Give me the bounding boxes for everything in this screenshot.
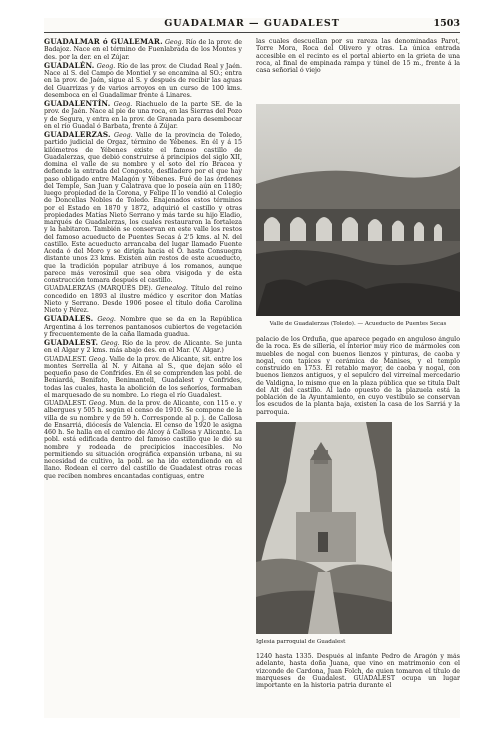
headword: GUADALEST. [44,400,87,407]
running-title: GUADALMAR — GUADALEST [164,18,340,29]
entry-guadalest-river [44,339,242,355]
entry-guadalerzas-marques [44,285,242,314]
headword: GUADALERZAS (MARQUÉS DE). [44,285,153,293]
right-text-middle: palacio de los Orduña, que aparece pegado en anguloso ángulo de la roca. Es de sillería, el interior muy rico de mármoles con muebles de nogal con buenos lienzos y pinturas, de caoba y nogal, con tapices y cerámica de Manises, y el templo construido en 1753. El retablo mayor, de caoba y nogal, con buenos lienzos antiguos, y el sepulcro del virreinal mercedario de Valdigna, lo mismo que en la plaza pública que se titula Dalt del Alt del castillo. Al lado opuesto de la plazuela está la población de la Ayuntamiento, en cuyo vestíbulo se conservan los escudos de la planta baja, existen la casa de los Sarriá y la parroquia. [256,336,460,416]
right-column-middle [256,336,460,418]
headword: GUADALEST. [44,338,99,347]
category: Geog. [88,400,108,407]
category: Geog. [114,132,133,139]
running-header [44,18,460,33]
entry-guadalen [44,62,242,99]
entry-text: Nombre que se da en la República Argentina á los terrenos pantanosos cubiertos de vegetación y frecuentemente de la caña llamada guadua. [44,316,242,338]
page-number: 1503 [433,18,460,29]
headword: GUADALERZAS. [44,130,111,139]
headword: GUADALENTÍN. [44,99,111,108]
entry-guadales [44,315,242,338]
church-photo [256,422,392,634]
entry-guadalmar [44,38,242,61]
category: Genealog. [155,285,188,293]
caption-church: Iglesia parroquial de Guadalest [256,639,346,645]
entry-guadalest-municipality [44,400,242,480]
church-illustration [256,422,392,634]
headword: GUADALES. [44,314,94,324]
headword: GUADALEST. [44,355,87,363]
category: Geog. [88,355,108,363]
aqueduct-illustration [256,104,460,316]
caption-aqueduct: Valle de Guadalerzas (Toledo). — Acueducto de Puentes Secas [269,321,447,327]
entry-text: Riachuelo de la parte SE. de la prov. de Jaén. Nace al pie de una roca, en las Sierras del Pozo y de Segura, y entra en la prov. de Granada para desembocar en el río Guadal ó Barbata, frente á Zújar. [44,101,242,130]
left-column [44,38,242,718]
aqueduct-photo [256,104,460,316]
category: Geog. [113,101,133,108]
category: Geog. [164,39,184,46]
category: Geog. [97,316,116,324]
headword: GUADALÉN. [44,60,95,70]
entry-text: Valle de la prov. de Alicante, sit. entre los montes Serrella al N. y Aitana al S., que dejan sólo el pequeño paso de Confrides. En él se comprenden las pobl. de Beniardá, Benifato, Benimantell, Guadalest y Confrides, todas las cuales, hasta la abolición de los señoríos, formaban el marquesado de su nombre. Lo riega el río Guadalest. [44,355,242,399]
entry-text: Río de la prov. de Alicante. Se junta en el Algar y 2 kms. más abajo des. en el Mar. (V. Algar.) [44,340,242,355]
entry-text: Título del reino concedido en 1893 al ilustre médico y escritor don Matías Nieto y Serrano. Desde 1906 posee el título doña Carolina Nieto y Pérez. [44,285,242,314]
book-page [44,18,460,718]
entry-text: Río de las prov. de Ciudad Real y Jaén. Nace al S. del Campo de Montiel y se encamina al SO.; entra en la prov. de Jaén, sigue al S. y después de recibir las aguas del Guarrizas y de varios arroyos en un curso de 100 kms. desemboca en el Guadalimar frente á Linares. [44,62,242,99]
right-column-top [256,38,460,100]
entry-guadalest-valley [44,356,242,400]
entry-text: Río de la prov. de Badajoz. Nace en el término de Fuenlabrada de los Montes y des. por la der. en el Zújar. [44,39,242,61]
entry-text: Valle de la provincia de Toledo, partido judicial de Orgaz, término de Yébenes. En él y á 15 kilómetros de Yébenes existe el famoso castillo de Guadalerzas, que debió construirse á principios del siglo XII, domina el valle de su nombre y el soto del río Bracea y defiende la entrada del Congosto, desfiladero por el que hay paso obligado entre Malagón y Yébenes. Fué de las órdenes del Temple, San Juan y Calatrava que lo poseía aún en 1180; luego propiedad de la Corona, y Felipe II lo vendió al Colegio de Doncellas Nobles de Toledo. Enajenados estos términos por el Estado en 1870 y 1872, adquirió el castillo y otras propiedades Matías Nieto Serrano y más tarde su hijo Eladio, marqués de Guadalerzas, los cuales restauraron la fortaleza y la habitaron. También se conservan en este valle los restos del famoso acueducto de Puentes Secas á 2'5 kms. al N. del castillo. Este acueducto arrancaba del lugar llamado Fuente Aceda ó del Moro y se dirigía hacia el O. hasta Consuegra distante unos 23 kms. Existen aún restos de este acueducto, que la tradición popular atribuye á los romanos, aunque parece más verosímil que sea obra visigoda y de esta construcción tomara después el castillo. [44,132,242,284]
headword: GUADALMAR ó GUALEMAR. [44,38,163,46]
right-text-top: las cuales descuellan por su rareza las denominadas Parot, Torre Mora, Roca del Olivero y otras. La única entrada accesible en el recinto es el portal abierto en la grieta de una roca, al final de empinada rampa y túnel de 15 m., frente á la casa señorial ó viejo [256,38,460,74]
entry-text: Mun. de la prov. de Alicante, con 115 e. y albergues y 505 h. según el censo de 1910. Se compone de la villa de su nombre y de 59 h. Corresponde al p. j. de Callosa de Ensarriá, diócesis de Valencia. El censo de 1920 le asigna 460 h. Se halla en el camino de Alcoy á Callosa y Alicante. La pobl. está edificada dentro del famoso castillo que le dió su nombre y rodeada de precipicios inaccesibles. No permitiendo su situación orográfica expansión urbana, ni su necesidad de cultivo, la pobl. se ha ido extendiendo en el llano. Rodean el cerro del castillo de Guadalest otras rocas que reciben nombres encantadas contiguas, entre [44,400,242,480]
entry-guadalentin [44,100,242,130]
category: Geog. [96,62,116,70]
category: Geog. [101,340,120,347]
right-text-bottom: 1240 hasta 1335. Después al infante Pedro de Aragón y más adelante, hasta doña Juana, que vino en matrimonio con el vizconde de Cardona, Juan Folch, de quien tomaron el título de marqueses de Guadalest. GUADALEST ocupa un lugar importante en la historia patria durante el [256,653,460,689]
right-column-bottom [256,653,460,718]
entry-guadalerzas [44,131,242,284]
